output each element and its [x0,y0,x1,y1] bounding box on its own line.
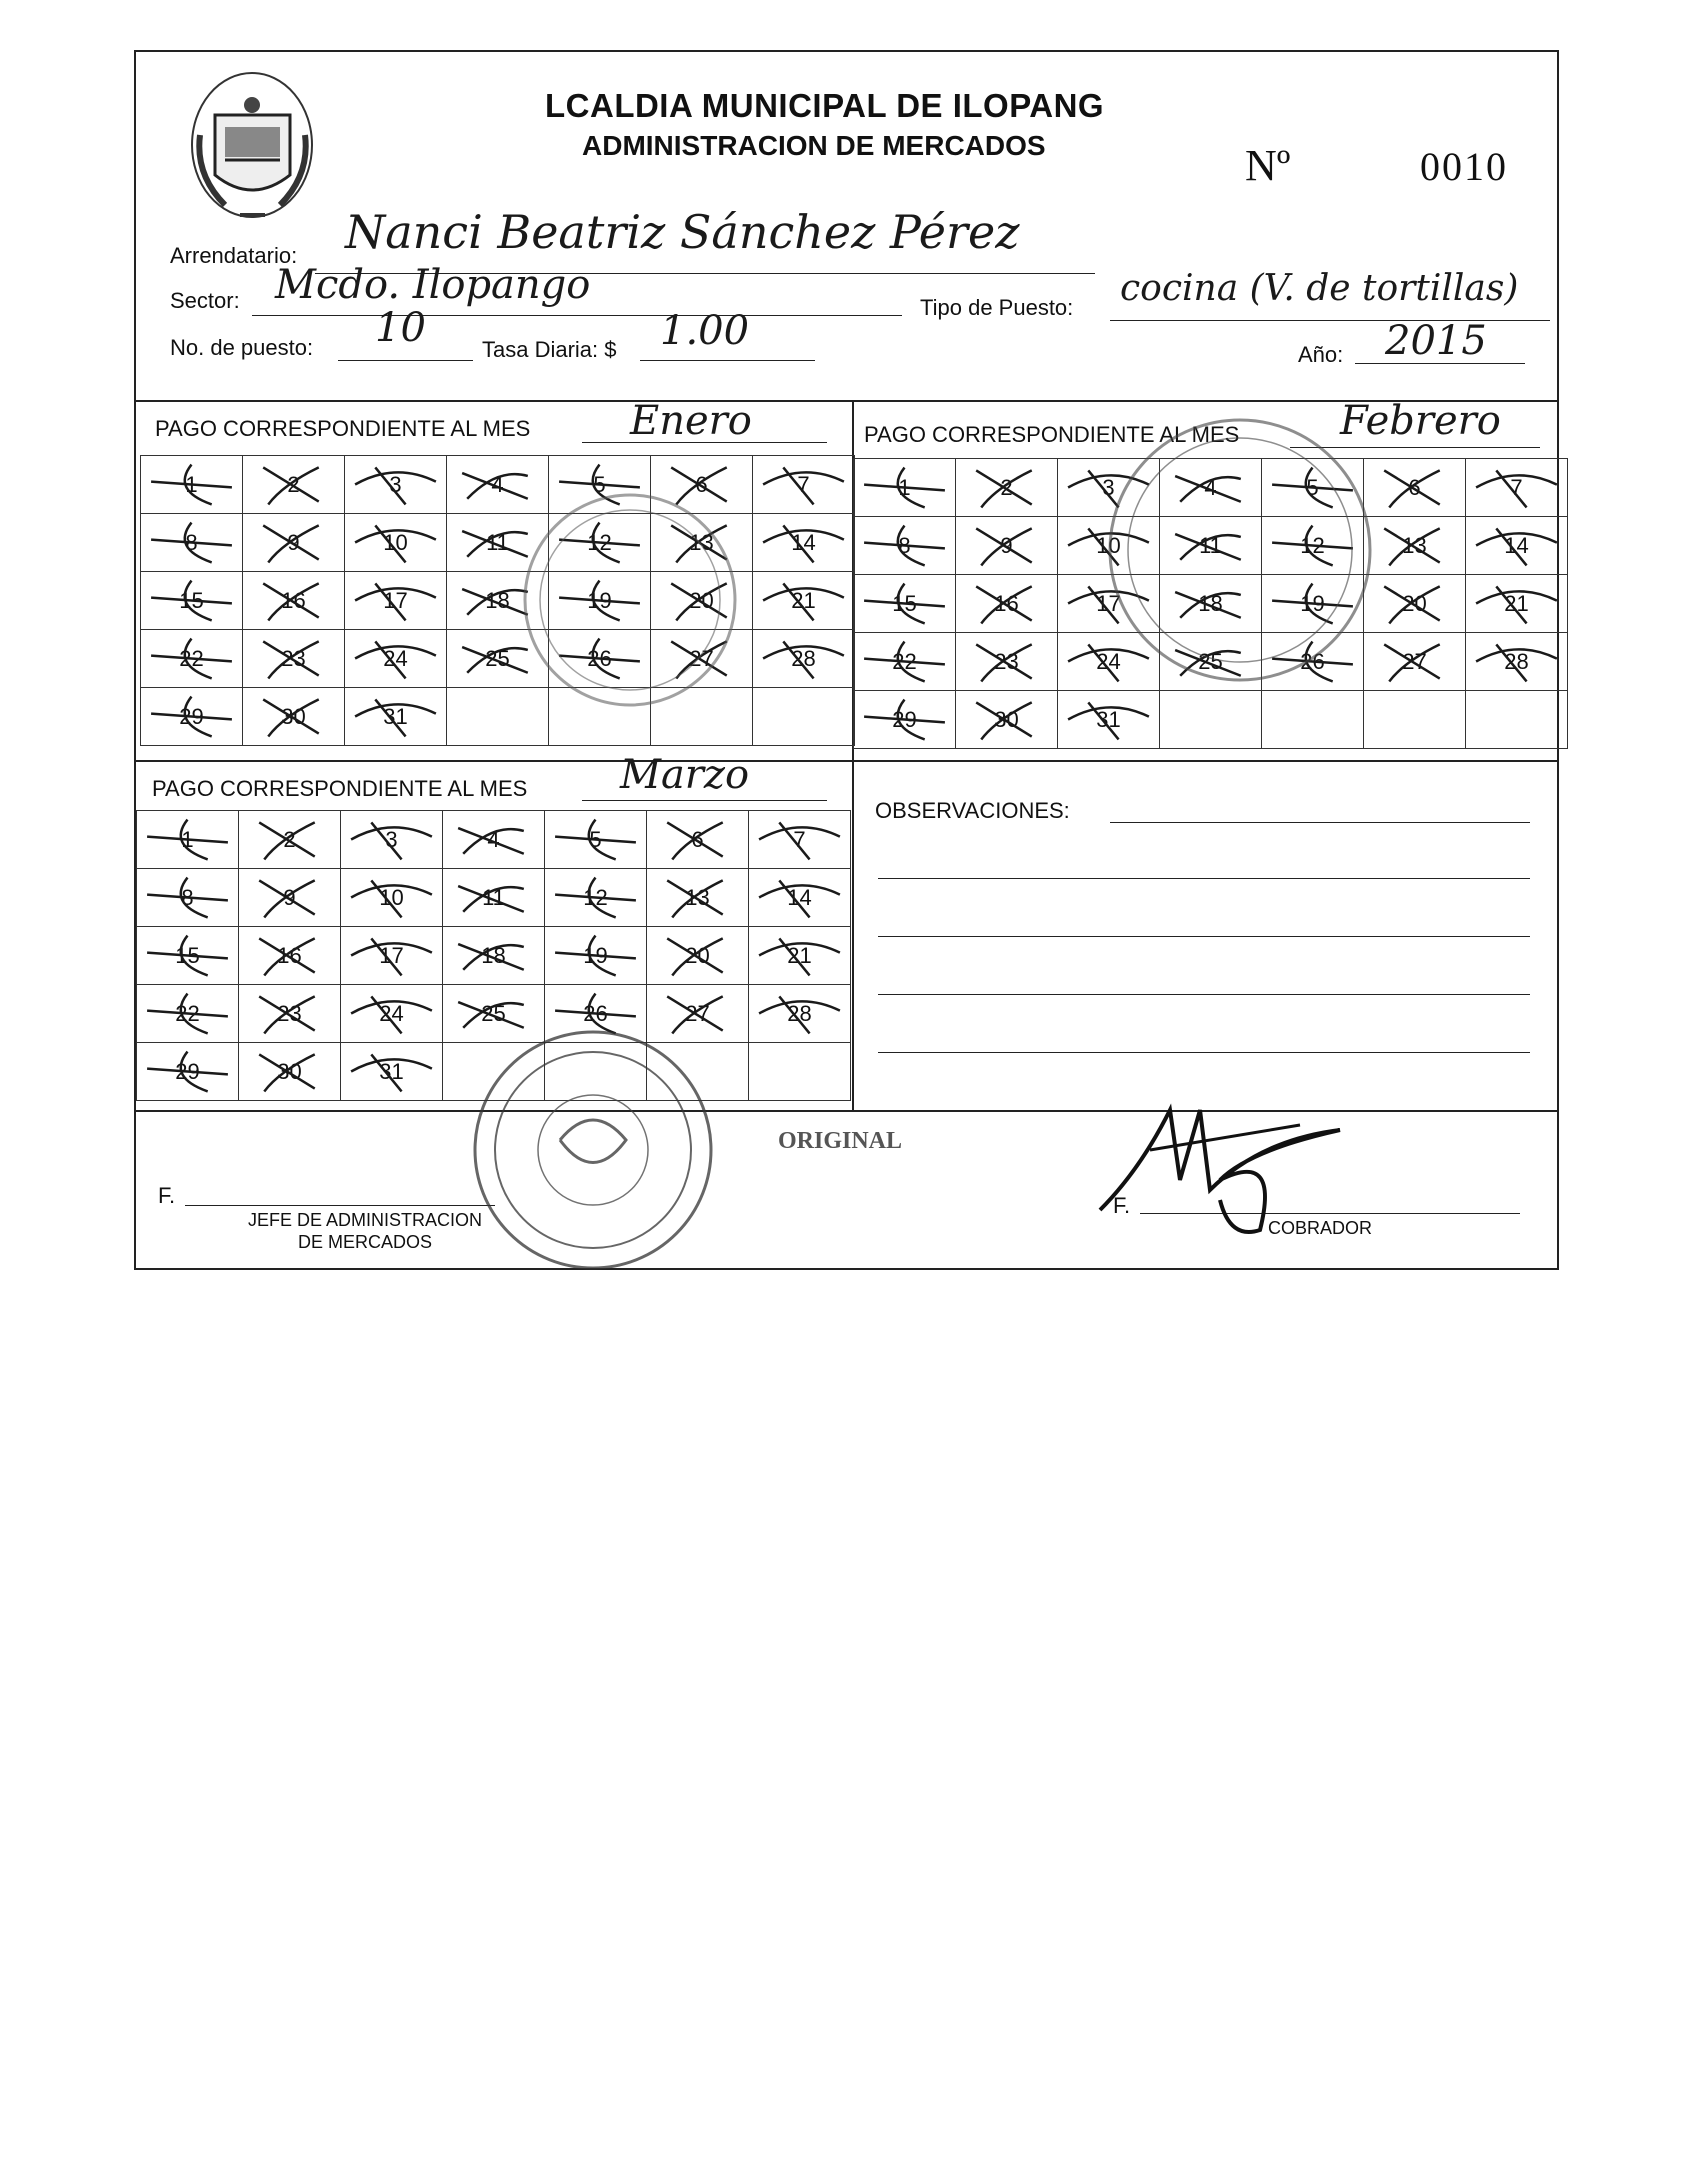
payment-mark [345,456,446,513]
day-cell-marzo-15: 15 [137,927,239,985]
payment-mark [243,630,344,687]
day-cell-marzo-21: 21 [749,927,851,985]
payment-mark [549,514,650,571]
payment-mark [1262,459,1363,516]
payment-mark [243,572,344,629]
payment-mark [345,688,446,745]
day-cell-enero-22: 22 [141,630,243,688]
payment-mark [1160,575,1261,632]
payment-mark [137,1043,238,1100]
empty-cell-enero [447,688,549,746]
payment-mark [753,572,854,629]
tasa-line [640,360,815,361]
payment-mark [239,1043,340,1100]
day-cell-enero-17: 17 [345,572,447,630]
payment-mark [141,572,242,629]
payment-mark [239,869,340,926]
day-cell-marzo-8: 8 [137,869,239,927]
payment-mark [141,456,242,513]
arrendatario-value: Nanci Beatriz Sánchez Pérez [345,205,1020,259]
day-cell-marzo-19: 19 [545,927,647,985]
payment-mark [341,869,442,926]
day-cell-febrero-25: 25 [1160,633,1262,691]
payment-mark [137,985,238,1042]
payment-mark [749,869,850,926]
right-signature-f: F. [1113,1193,1131,1218]
payment-mark [854,517,955,574]
payment-mark [1466,459,1567,516]
payment-mark [1160,459,1261,516]
payment-mark [239,985,340,1042]
payment-mark [1058,633,1159,690]
payment-mark [956,575,1057,632]
payment-mark [1364,633,1465,690]
empty-cell-marzo [647,1043,749,1101]
payment-mark [956,691,1057,748]
payment-mark [1160,633,1261,690]
payment-mark [753,630,854,687]
day-cell-marzo-17: 17 [341,927,443,985]
payment-mark [956,633,1057,690]
day-cell-febrero-26: 26 [1262,633,1364,691]
payment-mark [1058,575,1159,632]
observaciones-line-2 [878,878,1530,879]
anio-value: 2015 [1385,318,1487,364]
payment-mark [549,456,650,513]
day-cell-marzo-30: 30 [239,1043,341,1101]
payment-mark [854,633,955,690]
tipo-value: cocina (V. de tortillas) [1120,268,1519,309]
payment-mark [141,514,242,571]
day-cell-marzo-1: 1 [137,811,239,869]
day-cell-febrero-11: 11 [1160,517,1262,575]
empty-cell-marzo [749,1043,851,1101]
day-cell-enero-24: 24 [345,630,447,688]
empty-cell-marzo [545,1043,647,1101]
payment-mark [956,459,1057,516]
day-cell-enero-29: 29 [141,688,243,746]
puesto-line [338,360,473,361]
day-cell-marzo-28: 28 [749,985,851,1043]
day-cell-febrero-2: 2 [956,459,1058,517]
day-cell-enero-13: 13 [651,514,753,572]
payment-mark [545,869,646,926]
payment-mark [651,514,752,571]
payment-mark [1262,517,1363,574]
observaciones-line-3 [878,936,1530,937]
day-cell-febrero-12: 12 [1262,517,1364,575]
day-cell-febrero-23: 23 [956,633,1058,691]
payment-mark [341,811,442,868]
day-cell-febrero-14: 14 [1466,517,1568,575]
payment-mark [345,572,446,629]
payment-mark [651,456,752,513]
payment-mark [549,630,650,687]
payment-mark [753,514,854,571]
bottom-border [134,1110,1559,1112]
day-cell-enero-3: 3 [345,456,447,514]
day-cell-marzo-14: 14 [749,869,851,927]
payment-mark [1364,517,1465,574]
day-cell-febrero-7: 7 [1466,459,1568,517]
day-cell-marzo-7: 7 [749,811,851,869]
day-cell-marzo-16: 16 [239,927,341,985]
header-subtitle: ADMINISTRACION DE MERCADOS [582,130,1046,161]
payment-mark [345,630,446,687]
empty-cell-febrero [1160,691,1262,749]
payment-mark [749,927,850,984]
payment-mark [1058,459,1159,516]
sector-line [252,315,902,316]
payment-mark [243,456,344,513]
day-cell-marzo-26: 26 [545,985,647,1043]
payment-mark [447,630,548,687]
day-cell-febrero-4: 4 [1160,459,1262,517]
day-cell-febrero-27: 27 [1364,633,1466,691]
payment-mark [447,572,548,629]
day-cell-enero-8: 8 [141,514,243,572]
day-cell-febrero-15: 15 [854,575,956,633]
day-cell-marzo-25: 25 [443,985,545,1043]
day-cell-enero-4: 4 [447,456,549,514]
payment-mark [549,572,650,629]
day-cell-febrero-3: 3 [1058,459,1160,517]
month-heading-enero: PAGO CORRESPONDIENTE AL MES [155,416,531,441]
payment-mark [1466,517,1567,574]
day-cell-febrero-16: 16 [956,575,1058,633]
day-cell-marzo-20: 20 [647,927,749,985]
payment-mark [651,630,752,687]
day-cell-enero-21: 21 [753,572,855,630]
day-cell-enero-6: 6 [651,456,753,514]
day-cell-febrero-21: 21 [1466,575,1568,633]
day-cell-marzo-29: 29 [137,1043,239,1101]
payment-mark [1058,691,1159,748]
day-cell-marzo-6: 6 [647,811,749,869]
day-cell-febrero-31: 31 [1058,691,1160,749]
day-cell-enero-27: 27 [651,630,753,688]
day-cell-enero-18: 18 [447,572,549,630]
payment-mark [345,514,446,571]
day-cell-enero-19: 19 [549,572,651,630]
empty-cell-febrero [1262,691,1364,749]
day-cell-febrero-5: 5 [1262,459,1364,517]
observaciones-line-1 [1110,822,1530,823]
day-cell-enero-15: 15 [141,572,243,630]
payment-mark [753,456,854,513]
day-cell-marzo-22: 22 [137,985,239,1043]
header-title: LCALDIA MUNICIPAL DE ILOPANG [545,87,1105,124]
day-cell-enero-11: 11 [447,514,549,572]
payment-mark [647,927,748,984]
day-cell-febrero-8: 8 [854,517,956,575]
payment-mark [1364,459,1465,516]
right-signature-line [1140,1213,1520,1214]
puesto-value: 10 [375,305,426,351]
observaciones-label: OBSERVACIONES: [875,798,1070,823]
day-cell-febrero-1: 1 [854,459,956,517]
number-value: 0010 [1420,144,1508,189]
payment-mark [1364,575,1465,632]
day-cell-marzo-18: 18 [443,927,545,985]
payment-mark [137,927,238,984]
payment-mark [1466,633,1567,690]
sector-label: Sector: [170,288,240,313]
observaciones-line-5 [878,1052,1530,1053]
payment-mark [341,1043,442,1100]
payment-mark [243,688,344,745]
payment-mark [647,985,748,1042]
month-line-marzo [582,800,827,801]
day-cell-enero-10: 10 [345,514,447,572]
payment-mark [141,630,242,687]
day-cell-febrero-18: 18 [1160,575,1262,633]
day-cell-febrero-6: 6 [1364,459,1466,517]
empty-cell-marzo [443,1043,545,1101]
tasa-label: Tasa Diaria: $ [482,337,617,362]
day-cell-enero-2: 2 [243,456,345,514]
payment-mark [141,688,242,745]
day-cell-marzo-2: 2 [239,811,341,869]
day-cell-enero-25: 25 [447,630,549,688]
empty-cell-enero [753,688,855,746]
day-cell-marzo-4: 4 [443,811,545,869]
day-cell-enero-28: 28 [753,630,855,688]
payment-mark [447,456,548,513]
payment-mark [1262,575,1363,632]
observaciones-line-4 [878,994,1530,995]
right-signature-title: COBRADOR [1267,1218,1372,1238]
left-signature-f: F. [158,1183,176,1208]
payment-mark [443,927,544,984]
day-cell-enero-16: 16 [243,572,345,630]
day-cell-enero-5: 5 [549,456,651,514]
day-cell-marzo-11: 11 [443,869,545,927]
payment-mark [854,575,955,632]
payment-mark [243,514,344,571]
tipo-label: Tipo de Puesto: [920,295,1074,320]
day-cell-febrero-17: 17 [1058,575,1160,633]
original-label: ORIGINAL [778,1128,903,1154]
sector-value: Mcdo. Ilopango [275,262,591,308]
payment-mark [647,869,748,926]
day-cell-enero-20: 20 [651,572,753,630]
anio-label: Año: [1298,342,1344,367]
day-cell-enero-31: 31 [345,688,447,746]
empty-cell-enero [651,688,753,746]
payment-mark [341,985,442,1042]
empty-cell-enero [549,688,651,746]
payment-mark [341,927,442,984]
day-cell-febrero-13: 13 [1364,517,1466,575]
calendar-marzo [136,810,851,1101]
day-cell-marzo-13: 13 [647,869,749,927]
empty-cell-febrero [1364,691,1466,749]
day-cell-febrero-28: 28 [1466,633,1568,691]
payment-mark [137,811,238,868]
day-cell-enero-26: 26 [549,630,651,688]
left-signature-title-2: DE MERCADOS [297,1232,432,1252]
left-signature-line [185,1205,495,1206]
payment-mark [854,459,955,516]
day-cell-enero-23: 23 [243,630,345,688]
month-heading-marzo: PAGO CORRESPONDIENTE AL MES [152,776,528,801]
day-cell-marzo-12: 12 [545,869,647,927]
month-name-enero: Enero [630,398,752,444]
day-cell-enero-30: 30 [243,688,345,746]
left-signature-title-1: JEFE DE ADMINISTRACION [247,1210,483,1230]
payment-mark [443,811,544,868]
day-cell-marzo-3: 3 [341,811,443,869]
payment-mark [1160,517,1261,574]
payment-mark [443,869,544,926]
payment-mark [1466,575,1567,632]
payment-mark [749,985,850,1042]
day-cell-enero-14: 14 [753,514,855,572]
payment-mark [1262,633,1363,690]
day-cell-enero-12: 12 [549,514,651,572]
middle-border [134,760,1559,762]
payment-mark [956,517,1057,574]
payment-mark [545,985,646,1042]
day-cell-marzo-10: 10 [341,869,443,927]
day-cell-marzo-24: 24 [341,985,443,1043]
day-cell-enero-1: 1 [141,456,243,514]
payment-mark [137,869,238,926]
day-cell-marzo-9: 9 [239,869,341,927]
payment-mark [749,811,850,868]
empty-cell-febrero [1466,691,1568,749]
payment-mark [447,514,548,571]
day-cell-marzo-31: 31 [341,1043,443,1101]
day-cell-marzo-5: 5 [545,811,647,869]
day-cell-febrero-9: 9 [956,517,1058,575]
municipal-seal-logo [185,65,320,230]
payment-mark [545,927,646,984]
payment-mark [239,927,340,984]
payment-mark [239,811,340,868]
month-heading-febrero: PAGO CORRESPONDIENTE AL MES [864,422,1240,447]
payment-mark [647,811,748,868]
day-cell-febrero-30: 30 [956,691,1058,749]
puesto-label: No. de puesto: [170,335,314,360]
day-cell-febrero-10: 10 [1058,517,1160,575]
month-name-febrero: Febrero [1340,398,1501,444]
day-cell-marzo-23: 23 [239,985,341,1043]
day-cell-febrero-29: 29 [854,691,956,749]
day-cell-febrero-22: 22 [854,633,956,691]
month-name-marzo: Marzo [620,752,750,798]
payment-mark [1058,517,1159,574]
arrendatario-label: Arrendatario: [170,243,298,268]
day-cell-febrero-20: 20 [1364,575,1466,633]
month-line-febrero [1290,447,1540,448]
payment-mark [443,985,544,1042]
payment-mark [651,572,752,629]
calendar-enero [140,455,855,746]
day-cell-enero-9: 9 [243,514,345,572]
day-cell-febrero-24: 24 [1058,633,1160,691]
day-cell-marzo-27: 27 [647,985,749,1043]
day-cell-enero-7: 7 [753,456,855,514]
payment-mark [854,691,955,748]
day-cell-febrero-19: 19 [1262,575,1364,633]
number-label: Nº [1245,141,1291,190]
calendar-febrero [853,458,1568,749]
tasa-value: 1.00 [660,308,750,354]
payment-mark [545,811,646,868]
